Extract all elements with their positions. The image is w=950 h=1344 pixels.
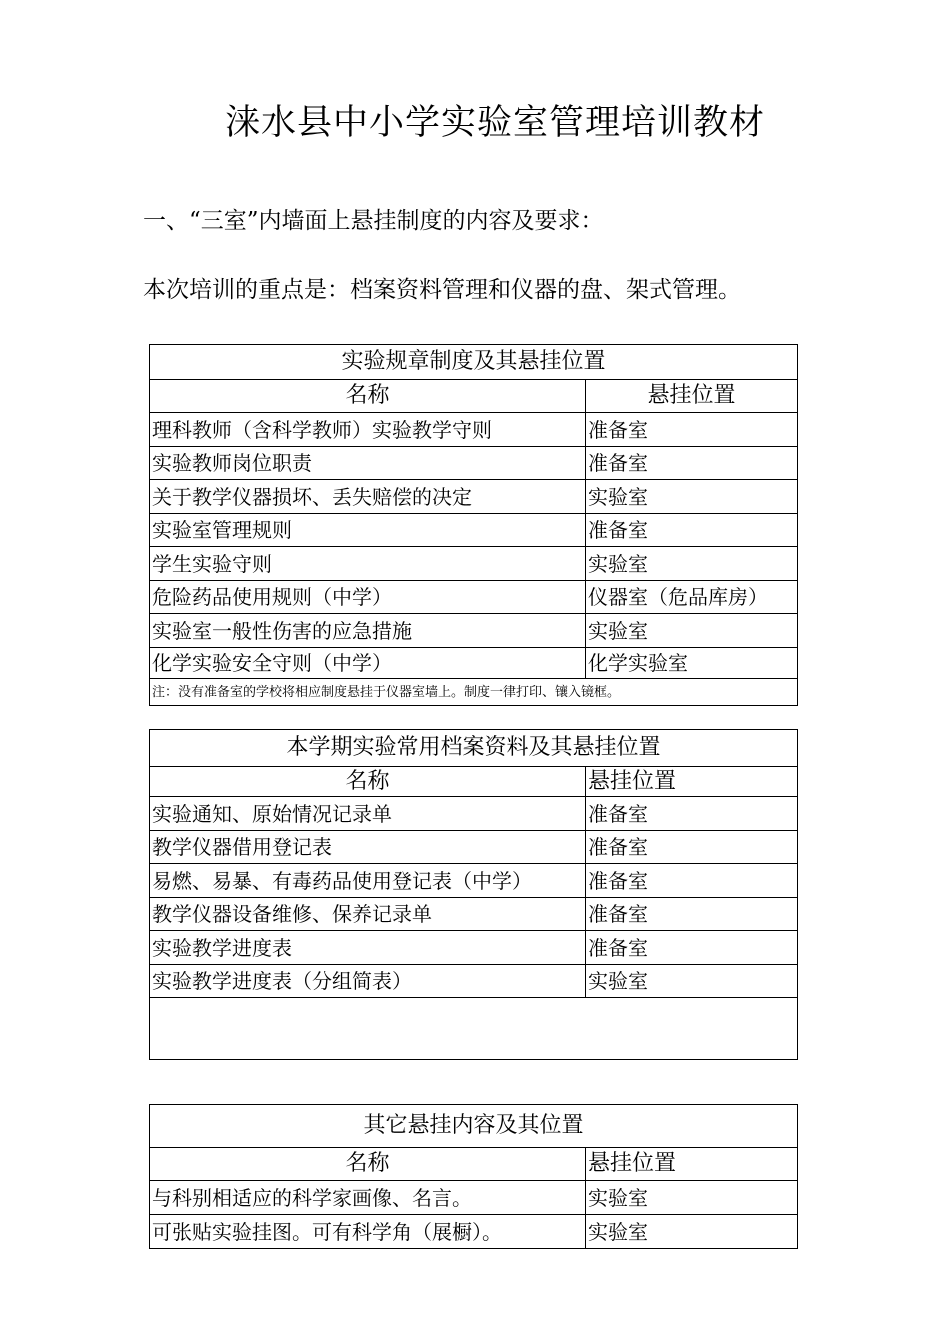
table-row [150, 547, 798, 581]
row-name: 教学仪器设备维修、保养记录单 [150, 898, 586, 931]
column-header-location: 悬挂位置 [586, 767, 798, 797]
archives-table [149, 729, 798, 1060]
row-name: 实验通知、原始情况记录单 [150, 797, 586, 831]
other-items-table [149, 1104, 798, 1249]
row-location: 实验室 [586, 614, 798, 648]
row-location: 准备室 [586, 898, 798, 931]
row-location: 准备室 [586, 413, 798, 447]
row-location: 准备室 [586, 831, 798, 864]
row-name: 学生实验守则 [150, 547, 586, 581]
row-name: 实验室一般性伤害的应急措施 [150, 614, 586, 648]
table-row [150, 831, 798, 864]
table-row [150, 1215, 798, 1249]
table-row [150, 648, 798, 679]
row-location: 仪器室（危品库房） [586, 581, 798, 614]
row-name: 化学实验安全守则（中学） [150, 648, 586, 679]
row-name: 关于教学仪器损坏、丢失赔偿的决定 [150, 480, 586, 514]
table-row [150, 864, 798, 898]
table-row [150, 965, 798, 998]
table-row [150, 514, 798, 547]
focus-line: 本次培训的重点是：档案资料管理和仪器的盘、架式管理。 [143, 277, 741, 303]
column-header-name: 名称 [150, 767, 586, 797]
table-row [150, 581, 798, 614]
table-row [150, 614, 798, 648]
table-row [150, 898, 798, 931]
row-location: 实验室 [586, 1215, 798, 1249]
row-name: 实验室管理规则 [150, 514, 586, 547]
empty-cell [150, 998, 798, 1060]
row-name: 理科教师（含科学教师）实验教学守则 [150, 413, 586, 447]
row-location: 准备室 [586, 931, 798, 965]
column-header-name: 名称 [150, 380, 586, 413]
column-header-location: 悬挂位置 [586, 1148, 798, 1181]
row-location: 准备室 [586, 864, 798, 898]
table-row [150, 413, 798, 447]
table-row [150, 931, 798, 965]
row-location: 实验室 [586, 480, 798, 514]
row-name: 易燃、易暴、有毒药品使用登记表（中学） [150, 864, 586, 898]
column-header-name: 名称 [150, 1148, 586, 1181]
column-header-location: 悬挂位置 [586, 380, 798, 413]
row-location: 准备室 [586, 447, 798, 480]
row-name: 可张贴实验挂图。可有科学角（展橱）。 [150, 1215, 586, 1249]
row-name: 与科别相适应的科学家画像、名言。 [150, 1181, 586, 1215]
table-note: 注：没有准备室的学校将相应制度悬挂于仪器室墙上。制度一律打印、镶入镜框。 [150, 679, 798, 706]
row-location: 化学实验室 [586, 648, 798, 679]
row-location: 实验室 [586, 1181, 798, 1215]
row-name: 危险药品使用规则（中学） [150, 581, 586, 614]
table-caption: 本学期实验常用档案资料及其悬挂位置 [150, 730, 798, 767]
table-caption: 实验规章制度及其悬挂位置 [150, 345, 798, 380]
row-location: 实验室 [586, 965, 798, 998]
table-row [150, 1181, 798, 1215]
regulations-table [149, 344, 798, 706]
row-name: 教学仪器借用登记表 [150, 831, 586, 864]
table-row [150, 797, 798, 831]
row-name: 实验教师岗位职责 [150, 447, 586, 480]
table-caption: 其它悬挂内容及其位置 [150, 1105, 798, 1148]
document-title: 涞水县中小学实验室管理培训教材 [224, 103, 765, 143]
row-location: 准备室 [586, 797, 798, 831]
table-row [150, 480, 798, 514]
row-location: 实验室 [586, 547, 798, 581]
empty-row [150, 998, 798, 1060]
row-name: 实验教学进度表（分组简表） [150, 965, 586, 998]
table-row [150, 447, 798, 480]
row-location: 准备室 [586, 514, 798, 547]
section-heading: 一、“三室”内墙面上悬挂制度的内容及要求： [143, 208, 604, 234]
row-name: 实验教学进度表 [150, 931, 586, 965]
